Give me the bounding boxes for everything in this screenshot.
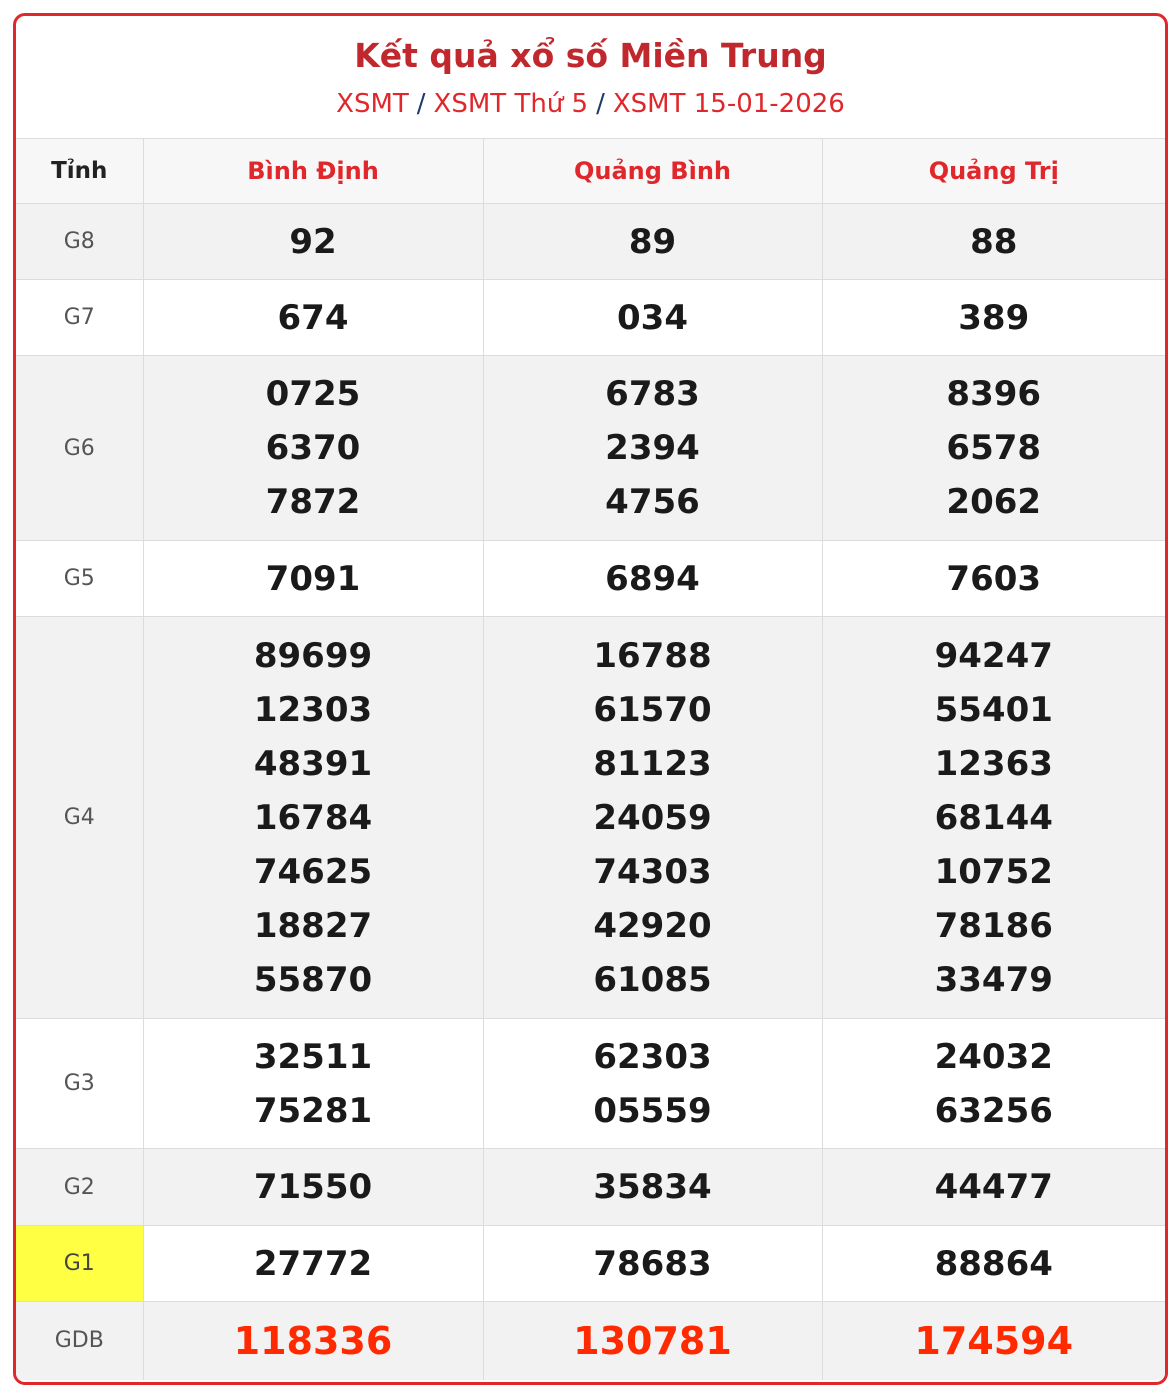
result-number: 74625: [253, 851, 373, 892]
result-numbers: [144, 1150, 483, 1224]
special-prize-number: 174594: [914, 1318, 1074, 1363]
page-title: Kết quả xổ số Miền Trung: [354, 36, 827, 75]
result-cell: [483, 356, 822, 541]
result-number: 74303: [593, 851, 712, 892]
result-number: 2394: [605, 428, 700, 468]
result-number: 68144: [934, 797, 1053, 838]
province-header-quang-binh[interactable]: Quảng Bình: [483, 139, 822, 204]
result-cell: [483, 204, 822, 280]
result-numbers: [823, 281, 1166, 355]
result-number: 78683: [593, 1243, 712, 1284]
result-number: 81123: [593, 743, 712, 784]
results-card: [13, 13, 1168, 1385]
result-cell: [483, 1019, 822, 1149]
result-number: 6783: [605, 374, 700, 414]
result-cell: [483, 1226, 822, 1302]
result-cell: [143, 541, 483, 617]
result-numbers: [144, 542, 483, 616]
prize-label: GDB: [16, 1302, 143, 1380]
result-number: 33479: [934, 959, 1053, 1000]
result-number: 4756: [605, 482, 700, 522]
prize-label: G1: [16, 1226, 143, 1302]
result-cell: [143, 356, 483, 541]
result-number: 78186: [934, 905, 1053, 946]
result-numbers: [144, 1304, 483, 1378]
result-cell: [143, 1149, 483, 1226]
results-body: [16, 204, 1165, 1380]
result-number: 8396: [946, 374, 1042, 414]
result-number: 2062: [946, 482, 1042, 522]
result-number: 63256: [934, 1090, 1053, 1131]
results-table: [16, 138, 1165, 1380]
result-numbers: [144, 1227, 483, 1301]
prize-row-g5: [16, 541, 1165, 617]
result-number: 12303: [253, 689, 373, 730]
result-cell: [483, 1302, 822, 1380]
result-number: 16788: [593, 635, 712, 676]
result-cell: [143, 617, 483, 1019]
result-numbers: [144, 205, 483, 279]
result-number: 88864: [934, 1243, 1053, 1284]
result-number: 6894: [605, 558, 700, 599]
result-number: 389: [958, 297, 1030, 338]
result-numbers: [823, 1150, 1166, 1224]
result-number: 16784: [253, 797, 373, 838]
prize-label: G2: [16, 1149, 143, 1226]
result-number: 61085: [593, 959, 712, 1000]
result-cell: [822, 617, 1165, 1019]
prize-row-g4: [16, 617, 1165, 1019]
result-number: 24059: [593, 797, 712, 838]
result-numbers: [144, 281, 483, 355]
result-number: 6370: [265, 428, 361, 468]
result-numbers: [823, 357, 1166, 539]
prize-row-g7: [16, 280, 1165, 356]
result-numbers: [823, 619, 1166, 1017]
prize-label: G4: [16, 617, 143, 1019]
result-cell: [822, 1302, 1165, 1380]
result-number: 24032: [934, 1036, 1053, 1077]
result-number: 55870: [253, 959, 373, 1000]
result-cell: [483, 1149, 822, 1226]
special-prize-number: 130781: [573, 1318, 732, 1363]
province-column-header: Tỉnh: [16, 139, 143, 204]
breadcrumb-link-xsmt-date[interactable]: XSMT 15-01-2026: [612, 89, 845, 119]
result-number: 27772: [253, 1243, 373, 1284]
result-number: 35834: [593, 1167, 712, 1207]
result-numbers: [484, 1304, 822, 1378]
result-number: 62303: [593, 1036, 712, 1077]
result-numbers: [144, 619, 483, 1017]
prize-label: G6: [16, 356, 143, 541]
result-cell: [143, 1302, 483, 1380]
result-number: 71550: [253, 1167, 373, 1207]
result-numbers: [823, 1020, 1166, 1148]
result-cell: [822, 1226, 1165, 1302]
result-number: 6578: [946, 428, 1042, 468]
results-header: [16, 16, 1165, 138]
prize-row-g6: [16, 356, 1165, 541]
breadcrumb-separator: /: [416, 89, 426, 119]
result-cell: [143, 280, 483, 356]
province-header-binh-dinh[interactable]: Bình Định: [143, 139, 483, 204]
result-cell: [822, 1149, 1165, 1226]
result-number: 42920: [593, 905, 712, 946]
result-numbers: [484, 542, 822, 616]
result-numbers: [484, 205, 822, 279]
result-number: 10752: [934, 851, 1053, 892]
result-numbers: [823, 1304, 1166, 1378]
prize-label: G7: [16, 280, 143, 356]
result-numbers: [484, 1150, 822, 1224]
result-number: 12363: [934, 743, 1053, 784]
result-numbers: [144, 1020, 483, 1148]
result-numbers: [484, 281, 822, 355]
result-number: 55401: [934, 689, 1053, 730]
result-cell: [143, 1019, 483, 1149]
prize-row-g1: [16, 1226, 1165, 1302]
result-cell: [143, 1226, 483, 1302]
result-numbers: [484, 357, 822, 539]
breadcrumb-separator: /: [596, 89, 605, 119]
result-number: 89: [628, 221, 677, 262]
prize-label: G8: [16, 204, 143, 280]
result-cell: [822, 541, 1165, 617]
special-prize-number: 118336: [233, 1318, 393, 1363]
prize-label: G3: [16, 1019, 143, 1149]
breadcrumb-link-xsmt-thu-5[interactable]: XSMT Thứ 5: [433, 89, 589, 119]
result-number: 7091: [265, 558, 361, 599]
result-numbers: [484, 1227, 822, 1301]
result-number: 7603: [946, 558, 1042, 599]
result-numbers: [823, 205, 1166, 279]
result-number: 61570: [593, 689, 712, 730]
breadcrumb: [16, 88, 1165, 120]
result-numbers: [484, 619, 822, 1017]
result-cell: [822, 280, 1165, 356]
result-cell: [822, 356, 1165, 541]
result-number: 05559: [593, 1090, 712, 1131]
result-number: 7872: [265, 482, 361, 522]
result-number: 034: [617, 297, 688, 338]
result-numbers: [823, 1227, 1166, 1301]
prize-label: G5: [16, 541, 143, 617]
result-cell: [483, 280, 822, 356]
prize-row-g3: [16, 1019, 1165, 1149]
result-number: 18827: [253, 905, 373, 946]
result-number: 92: [289, 221, 337, 262]
prize-row-gdb: [16, 1302, 1165, 1380]
result-cell: [822, 204, 1165, 280]
result-cell: [483, 541, 822, 617]
breadcrumb-link-xsmt[interactable]: XSMT: [336, 89, 409, 119]
result-number: 88: [970, 221, 1018, 262]
result-cell: [822, 1019, 1165, 1149]
result-number: 674: [277, 297, 349, 338]
result-numbers: [144, 357, 483, 539]
province-header-quang-tri[interactable]: Quảng Trị: [822, 139, 1165, 204]
result-numbers: [484, 1020, 822, 1148]
prize-row-g2: [16, 1149, 1165, 1226]
result-number: 0725: [265, 374, 361, 414]
result-numbers: [823, 542, 1166, 616]
result-number: 75281: [253, 1090, 373, 1131]
result-number: 32511: [253, 1036, 373, 1077]
result-number: 89699: [253, 635, 373, 676]
result-number: 44477: [934, 1167, 1053, 1207]
result-cell: [143, 204, 483, 280]
result-number: 48391: [253, 743, 373, 784]
result-number: 94247: [934, 635, 1053, 676]
prize-row-g8: [16, 204, 1165, 280]
result-cell: [483, 617, 822, 1019]
table-header-row: [16, 139, 1165, 204]
